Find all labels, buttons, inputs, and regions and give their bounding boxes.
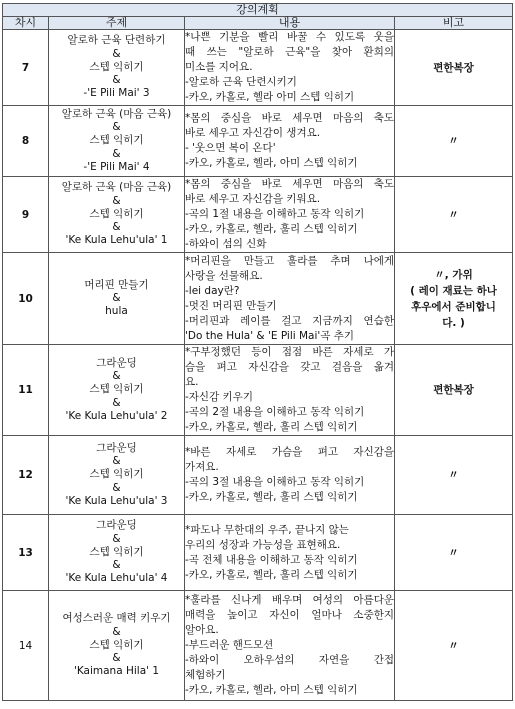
content-line: -카오, 카홀로, 헬라, 훌리 스텝 익히기: [185, 421, 358, 433]
topic-line: &: [112, 194, 121, 207]
topic-line: 그라운딩: [96, 356, 137, 369]
content-line: *파도나 무한대의 우주, 끝나지 않는: [185, 523, 349, 536]
note-line: 〃: [448, 639, 459, 652]
note-cell: [395, 30, 513, 106]
note-line: 후우에서 준비합니: [411, 300, 496, 313]
content-line: -자신감 키우기: [185, 391, 253, 403]
session-number: 10: [3, 253, 49, 345]
topic-line: 그라운딩: [96, 441, 137, 454]
topic-line: &: [112, 291, 121, 304]
topic-line: &: [112, 147, 121, 160]
session-number: 9: [3, 177, 49, 253]
content-cell: [185, 515, 395, 591]
content-line: -하와이 오하우섬의 자연을 간접: [185, 654, 394, 666]
content-cell: [185, 30, 395, 106]
content-line: *나쁜 기분을 빨리 바꿀 수 있도록 웃을: [185, 31, 394, 43]
note-line: 다. ): [442, 316, 465, 329]
session-number: 12: [3, 436, 49, 515]
content-line: *머리핀을 만들고 훌라를 추며 나에게: [185, 254, 394, 267]
topic-line: 알로하 근육 (마음 근육): [61, 107, 172, 120]
topic-line: &: [112, 559, 121, 572]
table-row: [3, 515, 513, 591]
topic-line: 스텝 익히기: [89, 468, 144, 481]
topic-line: 스텝 익히기: [89, 60, 144, 73]
topic-line: 'Ke Kula Lehu'ula' 2: [65, 409, 168, 422]
note-cell: [395, 177, 513, 253]
content-line: *몸의 중심을 바로 세우면 마음의 축도: [185, 178, 394, 190]
note-line: ( 레이 재료는 하나: [410, 284, 497, 297]
note-line: 〃: [448, 208, 459, 221]
header-session: 차시: [3, 17, 49, 30]
topic-cell: [49, 30, 185, 106]
note-cell: [395, 515, 513, 591]
topic-line: &: [112, 47, 121, 60]
title-row: [3, 4, 513, 17]
content-line: 'Do the Hula' & 'E Pili Mai'곡 추기: [185, 329, 355, 342]
content-line: -알로하 근육 단련시키기: [185, 76, 297, 88]
topic-line: &: [112, 625, 121, 638]
content-line: -곡의 2절 내용을 이해하고 동작 익히기: [185, 406, 365, 418]
topic-line: 여성스러운 매력 키우기: [62, 612, 171, 625]
content-line: -머리핀과 레이를 걸고 지금까지 연습한: [185, 314, 394, 327]
topic-line: &: [112, 481, 121, 494]
topic-line: &: [112, 74, 121, 87]
content-line: 사랑을 선물해요.: [185, 269, 263, 282]
topic-cell: [49, 436, 185, 515]
table-title: 강의계획: [3, 4, 513, 17]
topic-line: &: [112, 532, 121, 545]
topic-line: 'Kaimana Hila' 1: [73, 665, 160, 678]
table-row: [3, 106, 513, 177]
content-cell: [185, 253, 395, 345]
topic-cell: [49, 106, 185, 177]
table-row: [3, 436, 513, 515]
note-line: 〃: [448, 135, 459, 147]
session-number: 13: [3, 515, 49, 591]
session-number: 11: [3, 345, 49, 436]
topic-line: 머리핀 만들기: [84, 278, 149, 291]
table-row: [3, 253, 513, 345]
session-number: 14: [3, 591, 49, 701]
content-line: *몸의 중심을 바로 세우면 마음의 축도: [185, 112, 394, 124]
content-line: -하와이 섬의 신화: [185, 238, 267, 250]
note-line: 편한복장: [433, 384, 474, 396]
topic-line: &: [112, 121, 121, 134]
topic-line: 'Ke Kula Lehu'ula' 1: [65, 234, 168, 247]
session-number: 7: [3, 30, 49, 106]
table-row: [3, 177, 513, 253]
content-cell: [185, 106, 395, 177]
content-line: -카오, 카홀로, 헬라, 훌리 스텝 익히기: [185, 491, 358, 503]
topic-line: -'E Pili Mai' 4: [83, 160, 150, 173]
topic-line: 스텝 익히기: [89, 638, 144, 651]
content-line: -부드러운 핸드모션: [185, 639, 274, 651]
session-number: 8: [3, 106, 49, 177]
topic-line: &: [112, 370, 121, 383]
table-row: [3, 591, 513, 701]
note-cell: [395, 106, 513, 177]
content-line: -곡 전체 내용을 이해하고 동작 익히기: [185, 553, 358, 566]
topic-line: 스텝 익히기: [89, 207, 144, 220]
topic-line: hula: [105, 305, 128, 318]
content-line: *훌라를 신나게 배우며 여성의 아름다운: [185, 594, 394, 606]
table-row: [3, 345, 513, 436]
content-line: *구부정했던 등이 점점 바른 자세로 가: [185, 346, 394, 358]
note-cell: [395, 591, 513, 701]
table-row: [3, 30, 513, 106]
topic-line: 스텝 익히기: [89, 134, 144, 147]
content-line: 매력을 높이고 자신이 얼마나 소중한지: [185, 609, 394, 621]
content-line: 슴을 펴고 자신감을 갖고 걸음을 옮겨: [185, 361, 394, 373]
content-cell: [185, 345, 395, 436]
lecture-plan-table: [2, 3, 513, 701]
content-line: 우리의 성장과 가능성을 표현해요.: [185, 538, 341, 551]
topic-cell: [49, 253, 185, 345]
topic-line: 알로하 근육 단련하기: [67, 34, 166, 47]
topic-line: &: [112, 396, 121, 409]
content-line: 미소를 지어요.: [185, 61, 253, 73]
content-cell: [185, 436, 395, 515]
topic-line: 그라운딩: [96, 519, 137, 532]
content-line: 알아요.: [185, 624, 219, 636]
content-cell: [185, 177, 395, 253]
content-line: -곡의 3절 내용을 이해하고 동작 익히기: [185, 476, 365, 488]
content-line: -카오, 카홀로, 헬라, 훌리 스텝 익히기: [185, 568, 358, 581]
note-cell: [395, 436, 513, 515]
topic-line: 스텝 익히기: [89, 383, 144, 396]
topic-line: 'Ke Kula Lehu'ula' 4: [65, 572, 168, 585]
content-line: 요.: [185, 376, 199, 388]
header-topic: 주제: [49, 17, 185, 30]
note-line: 〃: [448, 469, 459, 481]
header-content: 내용: [185, 17, 395, 30]
topic-cell: [49, 345, 185, 436]
header-note: 비고: [395, 17, 513, 30]
content-line: -카오, 카홀로, 헬라, 아미 스텝 익히기: [185, 684, 358, 696]
content-line: -카오, 카홀로, 헬라, 아미 스텝 익히기: [185, 157, 358, 169]
note-line: 〃, 가위: [434, 268, 473, 281]
topic-line: &: [112, 652, 121, 665]
content-line: 체험하기: [185, 669, 226, 681]
content-line: 바로 세우고 자신감이 생겨요.: [185, 127, 321, 139]
topic-line: 스텝 익히기: [89, 545, 144, 558]
topic-cell: [49, 515, 185, 591]
topic-line: &: [112, 455, 121, 468]
content-line: -lei day란?: [185, 284, 240, 297]
topic-line: &: [112, 221, 121, 234]
header-row: [3, 17, 513, 30]
topic-line: 알로하 근육 (마음 근육): [61, 181, 172, 194]
content-line: *바른 자세로 가슴을 펴고 자신감을: [185, 446, 394, 458]
note-line: 〃: [448, 546, 459, 559]
content-line: -곡의 1절 내용을 이해하고 동작 익히기: [185, 208, 365, 220]
content-line: - '웃으면 복이 온다': [185, 142, 276, 154]
note-line: 편한복장: [433, 61, 474, 74]
content-line: 바로 세우고 자신감을 키워요.: [185, 193, 321, 205]
content-line: -카오, 카홀로, 헬라, 훌리 스텝 익히기: [185, 223, 358, 235]
content-line: -멋진 머리핀 만들기: [185, 299, 277, 312]
topic-line: -'E Pili Mai' 3: [83, 87, 150, 100]
note-cell: [395, 253, 513, 345]
note-cell: [395, 345, 513, 436]
topic-line: 'Ke Kula Lehu'ula' 3: [65, 494, 168, 507]
topic-cell: [49, 591, 185, 701]
topic-cell: [49, 177, 185, 253]
content-cell: [185, 591, 395, 701]
content-line: 가져요.: [185, 461, 219, 473]
content-line: 때 쓰는 "알로하 근육"을 찾아 환희의: [185, 46, 394, 58]
content-line: -카오, 카홀로, 헬라 아미 스텝 익히기: [185, 91, 355, 103]
